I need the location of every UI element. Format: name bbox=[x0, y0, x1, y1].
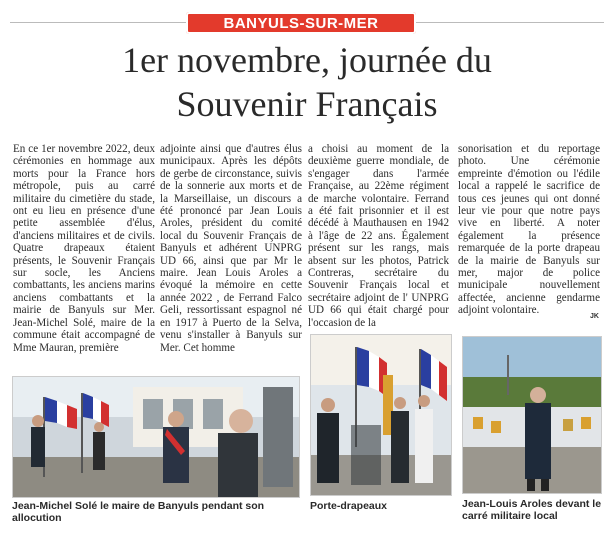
caption-flag-bearers: Porte-drapeaux bbox=[310, 500, 388, 512]
caption-military-plot: Jean-Louis Aroles devant le carré militaire local bbox=[462, 498, 602, 522]
photo-mayor-speech bbox=[12, 376, 300, 498]
photo-flag-bearers bbox=[310, 334, 452, 496]
section-label: BANYULS-SUR-MER bbox=[223, 14, 379, 32]
section-banner bbox=[186, 12, 416, 34]
title-line-2: Souvenir Français bbox=[176, 84, 438, 124]
title-line-1: 1er novembre, journée du bbox=[122, 40, 492, 80]
article-column-2: adjointe ainsi que d'autres élus municipaux. Après les dépôts de gerbe de circonstance, suivis de la sonnerie aux morts et de la Marseillaise, un discours a été prononcé par Jean Louis Aroles, président du comité local du Souvenir Français de Banyuls et adhérent UNPRG UD 66, ainsi que par Mr le maire. Jean Louis Aroles a évoqué la mémoire en cette année 2022 , de Ferrand Falco Geli, ressortissant espagnol né en 1917 à Puerto de la Selva, venu s'installer à Banyuls sur Mer. Cet homme bbox=[160, 143, 302, 354]
article-column-3: a choisi au moment de la deuxième guerre mondiale, de s'engager dans l'armée Française, au 22ème régiment de marche volontaire. Ferrand a été fait prisonnier et il est décédé à Mauthausen en 1942 à l'âge de 22 ans. Également présent sur les rangs, mais absent sur les photos, Patrick Contreras, secrétaire du Souvenir Français local et secrétaire adjoint de l' UNPRG UD 66 qui était chargé pour l'occasion de la bbox=[308, 143, 449, 329]
article-title bbox=[10, 38, 604, 126]
photo-military-plot bbox=[462, 336, 602, 494]
article-column-1: En ce 1er novembre 2022, deux cérémonies en hommage aux morts pour la France hors métropole, puis au carré militaire du cimetière du stade, ont eu lieu en présence d'une petite assemblée d'élus, d'anciens militaires et de civils. Quatre drapeaux étaient présents, le Souvenir Français sur socle, les Anciens combattants, les anciens marins anciens combattants et la mairie de Banyuls sur Mer. Jean-Michel Solé, maire de la commune était accompagné de Mme Mauran, première bbox=[13, 143, 155, 354]
caption-mayor-speech: Jean-Michel Solé le maire de Banyuls pendant son allocution bbox=[12, 500, 265, 524]
article-column-4: sonorisation et du reportage photo. Une cérémonie empreinte d'émotion ou l'édile local a rappelé le sacrifice de tous ces jeunes qui ont donné leur vie pour que notre pays vive en liberté. A noter également la présence remarquée de la porte drapeau de la mairie de Banyuls sur mer, major de police municipale nouvellement affectée, ancienne gendarme adjoint volontaire. bbox=[458, 143, 600, 317]
author-signature: JK bbox=[590, 313, 599, 320]
